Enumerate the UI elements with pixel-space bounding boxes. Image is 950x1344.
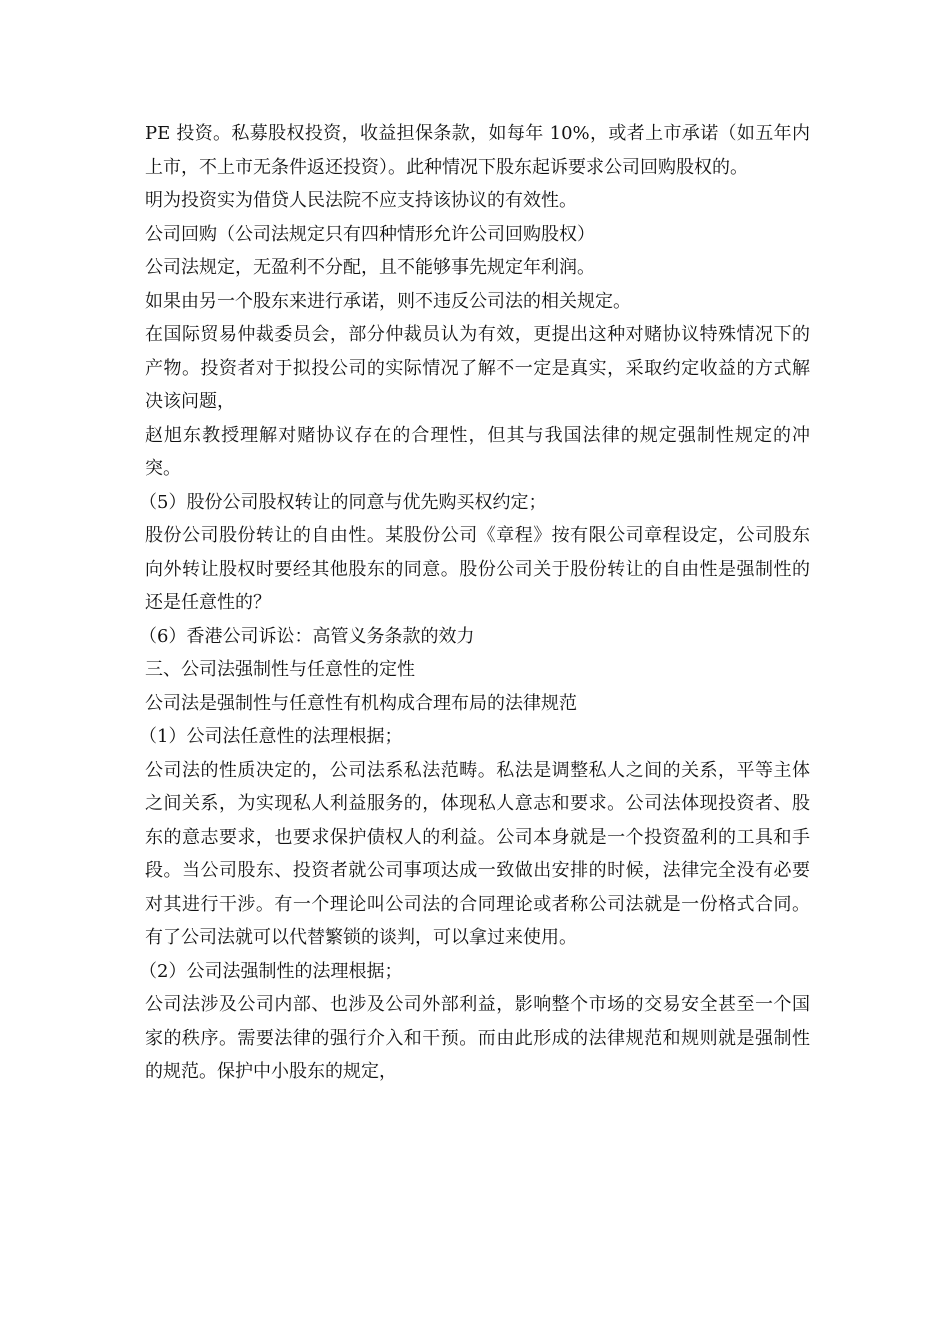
- paragraph-pe-investment: PE 投资。私募股权投资，收益担保条款，如每年 10%，或者上市承诺（如五年内上市，不上市无条件返还投资）。此种情况下股东起诉要求公司回购股权的。: [145, 123, 810, 178]
- paragraph-law-nature: 公司法是强制性与任意性有机构成合理布局的法律规范: [145, 692, 577, 714]
- heading-item-6: （6）香港公司诉讼：高管义务条款的效力: [139, 625, 475, 647]
- paragraph-share-transfer: 股份公司股份转让的自由性。某股份公司《章程》按有限公司章程设定，公司股东向外转让股权时要经其他股东的同意。股份公司关于股份转让的自由性是强制性的还是任意性的？: [145, 525, 810, 613]
- heading-item-1: （1）公司法任意性的法理根据；: [139, 726, 403, 747]
- heading-item-5: （5）股份公司股权转让的同意与优先购买权约定；: [139, 491, 547, 513]
- section-heading-3: 三、公司法强制性与任意性的定性: [145, 659, 415, 680]
- heading-item-2: （2）公司法强制性的法理根据；: [139, 960, 403, 982]
- paragraph-arbitration: 在国际贸易仲裁委员会，部分仲裁员认为有效，更提出这种对赌协议特殊情况下的产物。投资者对于拟投公司的实际情况了解不一定是真实，采取约定收益的方式解决该问题，: [145, 324, 810, 412]
- paragraph-company-buyback: 公司回购（公司法规定只有四种情形允许公司回购股权）: [145, 223, 595, 245]
- paragraph-no-profit-rule: 公司法规定，无盈利不分配，且不能够事先规定年利润。: [145, 257, 595, 278]
- document-body: [139, 117, 810, 1089]
- paragraph-professor-view: 赵旭东教授理解对赌协议存在的合理性，但其与我国法律的规定强制性规定的冲突。: [145, 424, 810, 479]
- paragraph-shareholder-promise: 如果由另一个股东来进行承诺，则不违反公司法的相关规定。: [145, 290, 631, 312]
- paragraph-private-law: 公司法的性质决定的，公司法系私法范畴。私法是调整私人之间的关系，平等主体之间关系，为实现私人利益服务的，体现私人意志和要求。公司法体现投资者、股东的意志要求，也要求保护债权人的利益。公司本身就是一个投资盈利的工具和手段。当公司股东、投资者就公司事项达成一致做出安排的时候，法律完全没有必要对其进行干涉。有一个理论叫公司法的合同理论或者称公司法就是一份格式合同。有了公司法就可以代替繁锁的谈判，可以拿过来使用。: [145, 759, 810, 948]
- paragraph-loan-nature: 明为投资实为借贷人民法院不应支持该协议的有效性。: [145, 190, 577, 211]
- paragraph-mandatory-basis: 公司法涉及公司内部、也涉及公司外部利益，影响整个市场的交易安全甚至一个国家的秩序。需要法律的强行介入和干预。而由此形成的法律规范和规则就是强制性的规范。保护中小股东的规定，: [145, 994, 810, 1082]
